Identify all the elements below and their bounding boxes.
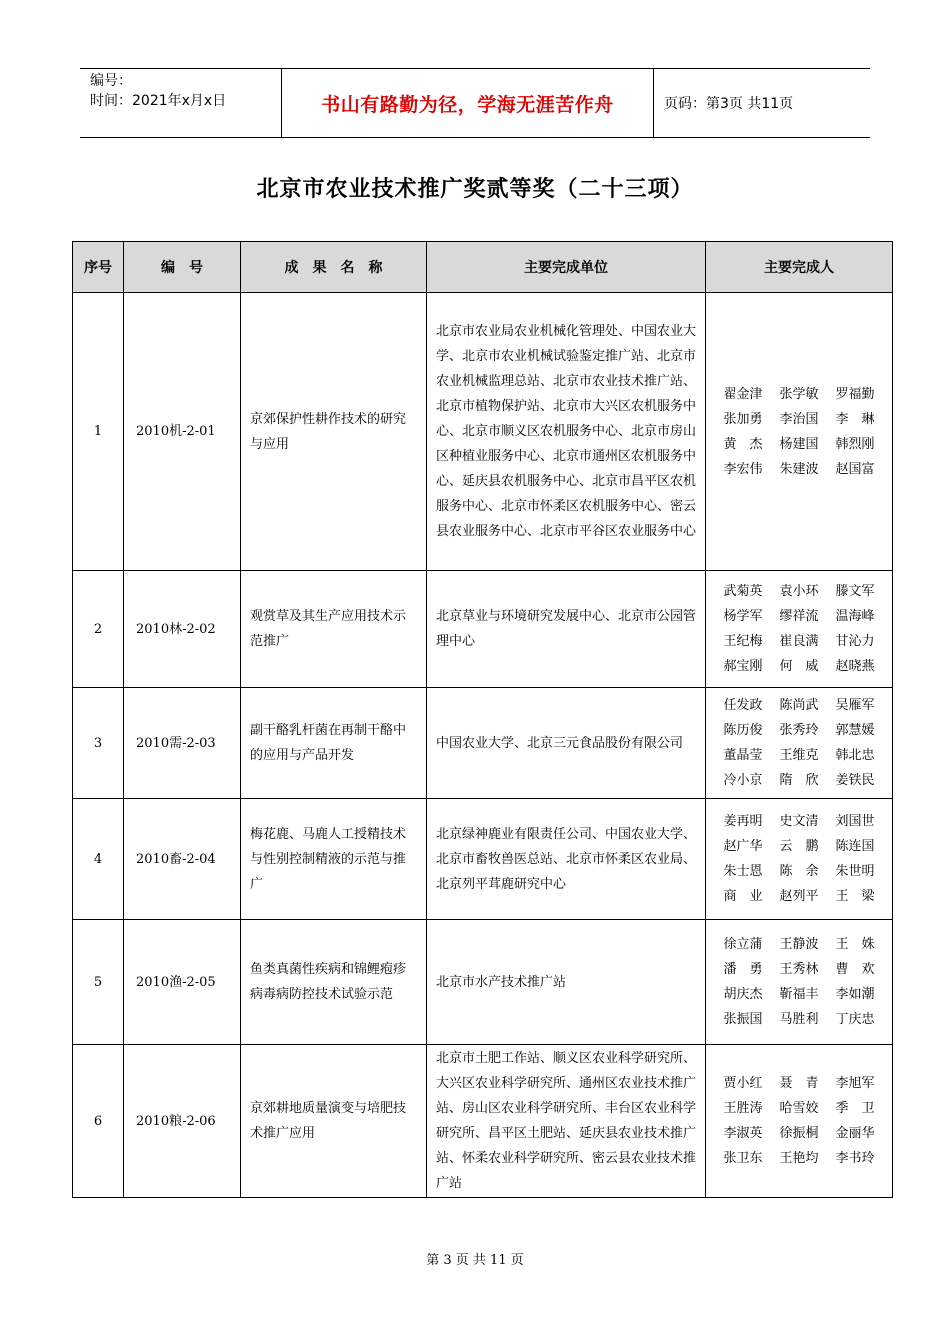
people-grid [715,1071,883,1171]
person-name: 任发政 [723,698,763,713]
person-name: 朱建波 [779,461,819,477]
column-header-unit: 主要完成单位 [427,242,706,293]
person-name: 韩烈刚 [835,436,875,452]
person-name: 哈雪姣 [779,1101,819,1116]
person-name: 韩北忠 [835,748,875,763]
header-info [80,69,281,137]
person-name: 王 梁 [835,889,875,904]
person-name: 李 琳 [835,411,875,427]
person-name: 赵广华 [723,839,763,854]
person-name: 季 卫 [835,1101,875,1116]
person-name: 徐振桐 [779,1126,819,1141]
row-achievement-name: 观赏草及其生产应用技术示范推广 [241,571,427,688]
table-header-row [73,242,893,293]
person-name: 张秀玲 [779,723,819,738]
row-units: 北京市农业局农业机械化管理处、中国农业大学、北京市农业机械试验鉴定推广站、北京市农业机械监理总站、北京市农业技术推广站、北京市植物保护站、北京市大兴区农机服务中心、北京市顺义区农机服务中心、北京市房山区种植业服务中心、北京市通州区农机服务中心、延庆县农机服务中心、北京市昌平区农机服务中心、北京市怀柔区农机服务中心、密云县农业服务中心、北京市平谷区农业服务中心 [427,293,706,571]
row-code: 2010林-2-02 [124,571,241,688]
person-name: 郭慧媛 [835,723,875,738]
row-index: 6 [73,1045,124,1198]
row-index: 1 [73,293,124,571]
column-header-people: 主要完成人 [706,242,893,293]
person-name: 潘 勇 [723,962,763,977]
row-achievement-name: 梅花鹿、马鹿人工授精技术与性别控制精液的示范与推广 [241,799,427,920]
row-achievement-name: 鱼类真菌性疾病和锦鲤疱疹病毒病防控技术试验示范 [241,920,427,1045]
person-name: 姜铁民 [835,773,875,788]
person-name: 朱士恩 [723,864,763,879]
person-name: 曹 欢 [835,962,875,977]
person-name: 翟金津 [723,386,763,402]
person-name: 武菊英 [723,584,763,599]
column-header-index: 序号 [73,242,124,293]
person-name: 马胜利 [779,1012,819,1027]
person-name: 陈 余 [779,864,819,879]
people-grid [715,932,883,1032]
awards-table [72,241,893,1198]
row-achievement-name: 副干酪乳杆菌在再制干酪中的应用与产品开发 [241,688,427,799]
table-row [73,799,893,920]
time-label: 时间：2021年x月x日 [90,93,227,109]
person-name: 甘沁力 [835,634,875,649]
person-name: 袁小环 [779,584,819,599]
person-name: 杨学军 [723,609,763,624]
row-achievement-name: 京郊耕地质量演变与培肥技术推广应用 [241,1045,427,1198]
row-code: 2010渔-2-05 [124,920,241,1045]
header-page-info: 页码：第3页 共11页 [664,96,794,112]
person-name: 张学敏 [779,386,819,402]
person-name: 刘国世 [835,814,875,829]
person-name: 张振国 [723,1012,763,1027]
row-people [706,799,893,920]
people-grid [715,693,883,793]
header-motto: 书山有路勤为径，学海无涯苦作舟 [281,69,654,137]
person-name: 陈连国 [835,839,875,854]
person-name: 张加勇 [723,411,763,427]
number-label: 编号： [90,73,132,89]
person-name: 朱世明 [835,864,875,879]
table-row [73,920,893,1045]
row-index: 5 [73,920,124,1045]
row-code: 2010机-2-01 [124,293,241,571]
row-code: 2010粮-2-06 [124,1045,241,1198]
person-name: 陈历俊 [723,723,763,738]
table-row [73,571,893,688]
person-name: 王艳均 [779,1151,819,1166]
person-name: 黄 杰 [723,436,763,452]
person-name: 杨建国 [779,436,819,452]
person-name: 何 威 [779,659,819,674]
person-name: 罗福勤 [835,386,875,402]
row-index: 4 [73,799,124,920]
person-name: 吴雁军 [835,698,875,713]
person-name: 徐立蒲 [723,937,763,952]
people-grid [715,809,883,909]
person-name: 胡庆杰 [723,987,763,1002]
table-row [73,1045,893,1198]
document-title: 北京市农业技术推广奖贰等奖（二十三项） [256,176,694,202]
row-units: 北京草业与环境研究发展中心、北京市公园管理中心 [427,571,706,688]
person-name: 李治国 [779,411,819,427]
person-name: 陈尚武 [779,698,819,713]
person-name: 王胜涛 [723,1101,763,1116]
table-body [73,293,893,1198]
person-name: 张卫东 [723,1151,763,1166]
person-name: 丁庆忠 [835,1012,875,1027]
person-name: 王秀林 [779,962,819,977]
row-people [706,293,893,571]
column-header-code: 编 号 [124,242,241,293]
person-name: 滕文军 [835,584,875,599]
person-name: 商 业 [723,889,763,904]
page-header [80,68,870,138]
person-name: 崔良满 [779,634,819,649]
row-index: 3 [73,688,124,799]
people-grid [715,579,883,679]
row-people [706,920,893,1045]
person-name: 姜再明 [723,814,763,829]
person-name: 赵晓燕 [835,659,875,674]
person-name: 聂 青 [779,1076,819,1091]
row-code: 2010畜-2-04 [124,799,241,920]
person-name: 郝宝刚 [723,659,763,674]
person-name: 王维克 [779,748,819,763]
row-units: 中国农业大学、北京三元食品股份有限公司 [427,688,706,799]
person-name: 李旭军 [835,1076,875,1091]
row-index: 2 [73,571,124,688]
table-row [73,688,893,799]
person-name: 靳福丰 [779,987,819,1002]
person-name: 缪祥流 [779,609,819,624]
person-name: 赵国富 [835,461,875,477]
page-footer: 第 3 页 共 11 页 [426,1253,524,1268]
person-name: 董晶莹 [723,748,763,763]
person-name: 贾小红 [723,1076,763,1091]
person-name: 李淑英 [723,1126,763,1141]
person-name: 云 鹏 [779,839,819,854]
person-name: 李如潮 [835,987,875,1002]
person-name: 王静波 [779,937,819,952]
person-name: 王 姝 [835,937,875,952]
person-name: 李宏伟 [723,461,763,477]
row-units: 北京市土肥工作站、顺义区农业科学研究所、大兴区农业科学研究所、通州区农业技术推广站、房山区农业科学研究所、丰台区农业科学研究所、昌平区土肥站、延庆县农业技术推广站、怀柔农业科学研究所、密云县农业技术推广站 [427,1045,706,1198]
person-name: 金丽华 [835,1126,875,1141]
row-people [706,688,893,799]
table-row [73,293,893,571]
person-name: 王纪梅 [723,634,763,649]
person-name: 冷小京 [723,773,763,788]
column-header-name: 成 果 名 称 [241,242,427,293]
people-grid [715,382,883,482]
row-units: 北京市水产技术推广站 [427,920,706,1045]
row-people [706,1045,893,1198]
person-name: 赵列平 [779,889,819,904]
row-units: 北京绿神鹿业有限责任公司、中国农业大学、北京市畜牧兽医总站、北京市怀柔区农业局、北京列平茸鹿研究中心 [427,799,706,920]
person-name: 史文清 [779,814,819,829]
row-people [706,571,893,688]
person-name: 李书玲 [835,1151,875,1166]
row-achievement-name: 京郊保护性耕作技术的研究与应用 [241,293,427,571]
person-name: 隋 欣 [779,773,819,788]
row-code: 2010需-2-03 [124,688,241,799]
person-name: 温海峰 [835,609,875,624]
